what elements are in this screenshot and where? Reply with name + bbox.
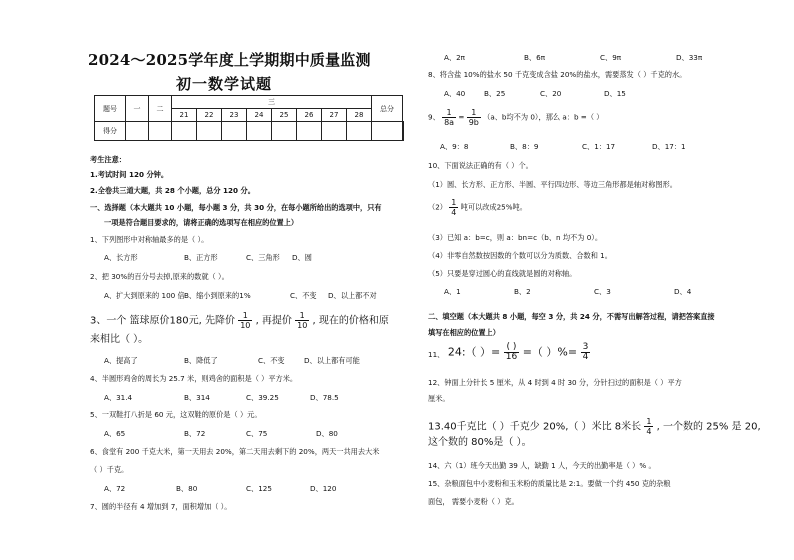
section2-heading-2: 填写在相应的位置上） [428,328,500,337]
score-table-col-3: 三 [172,96,372,109]
q5-option-a: A、65 [104,429,126,438]
q6-option-a: A、72 [104,484,126,493]
q13-f-num: 1 [646,417,652,426]
q9-f1-num: 1 [442,108,456,118]
q10-option-d: D、4 [674,287,692,296]
q7-option-d: D、33π [676,53,703,62]
q9-equals: = [458,112,465,122]
q8-option-c: C、20 [540,89,562,98]
q9-stem [428,108,603,127]
q9-fraction-1 [442,108,456,127]
notice-heading: 考生注意： [90,155,126,164]
q10-statement-3: （3）已知 a：b=c，则 a：bn=c（b、n 均不为 0）。 [428,233,603,242]
q9-option-b: B、8：9 [510,142,539,151]
score-table-sub-col: 21 [172,109,197,122]
q6-stem: 6、食堂有 200 千克大米，第一天用去 20%，第二天用去剩下的 20%，两天一共用去大米 [90,447,380,456]
score-table-score-label: 得分 [95,122,126,141]
score-table-total: 总分 [372,96,403,122]
score-cell [197,122,222,141]
q14-stem: 14、六（1）班今天出勤 39 人，缺勤 1 人，今天的出勤率是（ ）% 。 [428,461,656,470]
score-cell [149,122,172,141]
score-cell [347,122,372,141]
q1-option-b: B、正方形 [184,253,218,262]
q10-option-b: B、2 [514,287,531,296]
q11-f-num: ( ) [504,343,519,353]
q6-line-2: （ ）千克。 [90,465,129,474]
q7-option-a: A、2π [444,53,466,62]
q2-option-b: B、缩小到原来的1% [184,291,251,300]
q11-text-2: =（ ）%= [522,345,578,359]
q3-option-a: A、提高了 [104,356,138,365]
q9-text: （a、b均不为 0），那么 a：b =（ ） [483,112,604,122]
score-cell [297,122,322,141]
q8-option-a: A、40 [444,89,466,98]
score-cell [403,122,404,141]
q2-stem: 2、把 30%的百分号去掉,原来的数就（ ）。 [90,272,229,281]
q11-f2-num: 3 [582,342,589,352]
q1-option-c: C、三角形 [246,253,280,262]
section1-heading-2: 一项是符合题目要求的，请将正确的选项写在相应的位置上） [104,218,299,227]
q3-text-2: , 再提价 [255,315,292,327]
q9-option-c: C、1：17 [582,142,616,151]
q1-stem: 1、下列图形中对称轴最多的是（ ）。 [90,235,209,244]
q10-statement-1: （1）圆、长方形、正方形、半圆、平行四边形、等边三角形都是轴对称图形。 [428,180,677,189]
q6-option-b: B、80 [176,484,198,493]
q10-s2-prefix: （2） [428,202,447,212]
q9-f1-den: 8a [444,118,455,127]
q9-fraction-2 [467,108,481,127]
q7-option-c: C、9π [600,53,622,62]
q3-option-b: B、降低了 [184,356,218,365]
q3-option-d: D、以上都有可能 [304,356,360,365]
q9-f2-num: 1 [467,108,481,118]
q5-stem: 5、一双鞋打八折是 60 元，这双鞋的原价是（ ）元。 [90,410,262,419]
q11-fraction-1 [504,343,519,362]
q6-option-d: D、120 [310,484,337,493]
score-table-sub-col: 26 [297,109,322,122]
q10-s2-fraction [449,198,458,217]
score-table-sub-col: 24 [247,109,272,122]
q9-f2-den: 9b [468,118,479,127]
q3-stem [90,311,389,330]
q4-stem: 4、半圆形鸡舍的周长为 25.7 米，则鸡舍的面积是（ ）平方米。 [90,374,298,383]
exam-title: 2024～2025学年度上学期期中质量监测 [88,51,371,69]
q5-option-d: D、80 [316,429,338,438]
score-table-sub-col: 27 [322,109,347,122]
q2-option-d: D、以上都不对 [328,291,377,300]
q11-fraction-2 [581,343,591,362]
exam-subtitle: 初一数学试题 [176,75,273,93]
notice-line-1: 1.考试时间 120 分钟。 [90,170,169,179]
score-table-col-2: 二 [149,96,172,122]
score-cell [322,122,347,141]
q6-option-c: C、125 [246,484,272,493]
score-cell [222,122,247,141]
q11-number: 11、 [428,350,445,359]
q3-frac1-num: 1 [238,311,252,321]
q2-option-a: A、扩大到原来的 100 倍 [104,291,185,300]
q13-stem [428,417,761,436]
notice-line-2: 2.全卷共三道大题，共 28 个小题，总分 120 分。 [90,186,255,195]
score-cell [272,122,297,141]
q4-option-c: C、39.25 [246,393,279,402]
q3-fraction-1 [238,311,252,330]
q13-line-2: 这个数的 80%是（ ）。 [428,437,532,448]
score-table-col-1: 一 [126,96,149,122]
q3-text-1: 3、一个 篮球原价180元, 先降价 [90,315,235,327]
q10-s2-num: 1 [451,198,457,207]
q10-option-c: C、3 [594,287,611,296]
q10-s2-text: 吨可以改成25%吨。 [460,202,527,212]
q10-statement-5: （5）只要是穿过圆心的直线就是圆的对称轴。 [428,269,577,278]
q11-text-1: 24:（ ）= [447,345,501,359]
q12-line-2: 厘米。 [428,394,450,403]
q5-option-b: B、72 [184,429,206,438]
q10-statement-4: （4）非零自然数按因数的个数可以分为质数、合数和 1。 [428,251,612,260]
section1-heading: 一、选择题（本大题共 10 小题，每小题 3 分，共 30 分，在每小题所给出的选项中，只有 [90,203,382,212]
q3-frac2-num: 1 [295,311,309,321]
q11-stem [428,343,590,362]
q3-option-c: C、不变 [258,356,285,365]
score-table-sub-col: 22 [197,109,222,122]
q3-fraction-2 [295,311,309,330]
q5-option-c: C、75 [246,429,268,438]
q11-f-den: 16 [505,352,518,362]
q15-line-1: 15、杂粮面包中小麦粉和玉米粉的质量比是 2:1。要做一个约 450 克的杂粮 [428,479,671,488]
q2-option-c: C、不变 [290,291,317,300]
score-table-sub-col: 28 [347,109,372,122]
q8-stem: 8、将含盐 10%的盐水 50 千克变成含盐 20%的盐水，需要蒸发（ ）千克的水。 [428,70,687,79]
score-table [94,95,404,141]
q3-frac1-den: 10 [240,321,251,330]
q4-option-b: B、314 [184,393,210,402]
q10-statement-2 [428,198,527,217]
q7-option-b: B、6π [524,53,546,62]
q13-f-den: 4 [646,427,652,436]
q8-option-b: B、25 [484,89,506,98]
q8-option-d: D、15 [604,89,626,98]
q4-option-d: D、78.5 [310,393,339,402]
score-cell [247,122,272,141]
score-table-sub-col: 23 [222,109,247,122]
q10-option-a: A、1 [444,287,461,296]
q1-option-d: D、圆 [292,253,312,262]
q9-option-a: A、9：8 [440,142,469,151]
q13-fraction [644,417,653,436]
score-cell [126,122,149,141]
q9-number: 9、 [428,112,440,122]
q9-option-d: D、17：1 [652,142,686,151]
q7-stem: 7、圆的半径有 4 增加到 7，面积增加（ ）。 [90,502,232,511]
q13-text-2: , 一个数的 25% 是 20, [656,421,761,433]
q10-s2-den: 4 [451,208,457,217]
q3-text-3: , 现在的价格和原 [312,315,389,327]
score-table-header-label: 题号 [95,96,126,122]
q3-frac2-den: 10 [297,321,308,330]
q11-f2-den: 4 [582,352,589,362]
section2-heading: 二、填空题（本大题共 8 小题，每空 3 分，共 24 分，不需写出解答过程，请把答案直接 [428,312,715,321]
q3-line-2: 来相比（ ）。 [90,334,149,345]
q15-line-2: 面包， 需要小麦粉（ ）克。 [428,497,519,506]
q1-option-a: A、长方形 [104,253,138,262]
score-table-sub-col: 25 [272,109,297,122]
q10-stem: 10、下面说法正确的有（ ）个。 [428,161,533,170]
q4-option-a: A、31.4 [104,393,133,402]
q12-line-1: 12、钟面上分针长 5 厘米，从 4 时到 4 时 30 分，分针扫过的面积是（ ）平方 [428,378,682,387]
q13-text-1: 13.40千克比（ ）千克少 20%,（ ）米比 8米长 [428,421,642,433]
score-cell [372,122,403,141]
score-cell [172,122,197,141]
